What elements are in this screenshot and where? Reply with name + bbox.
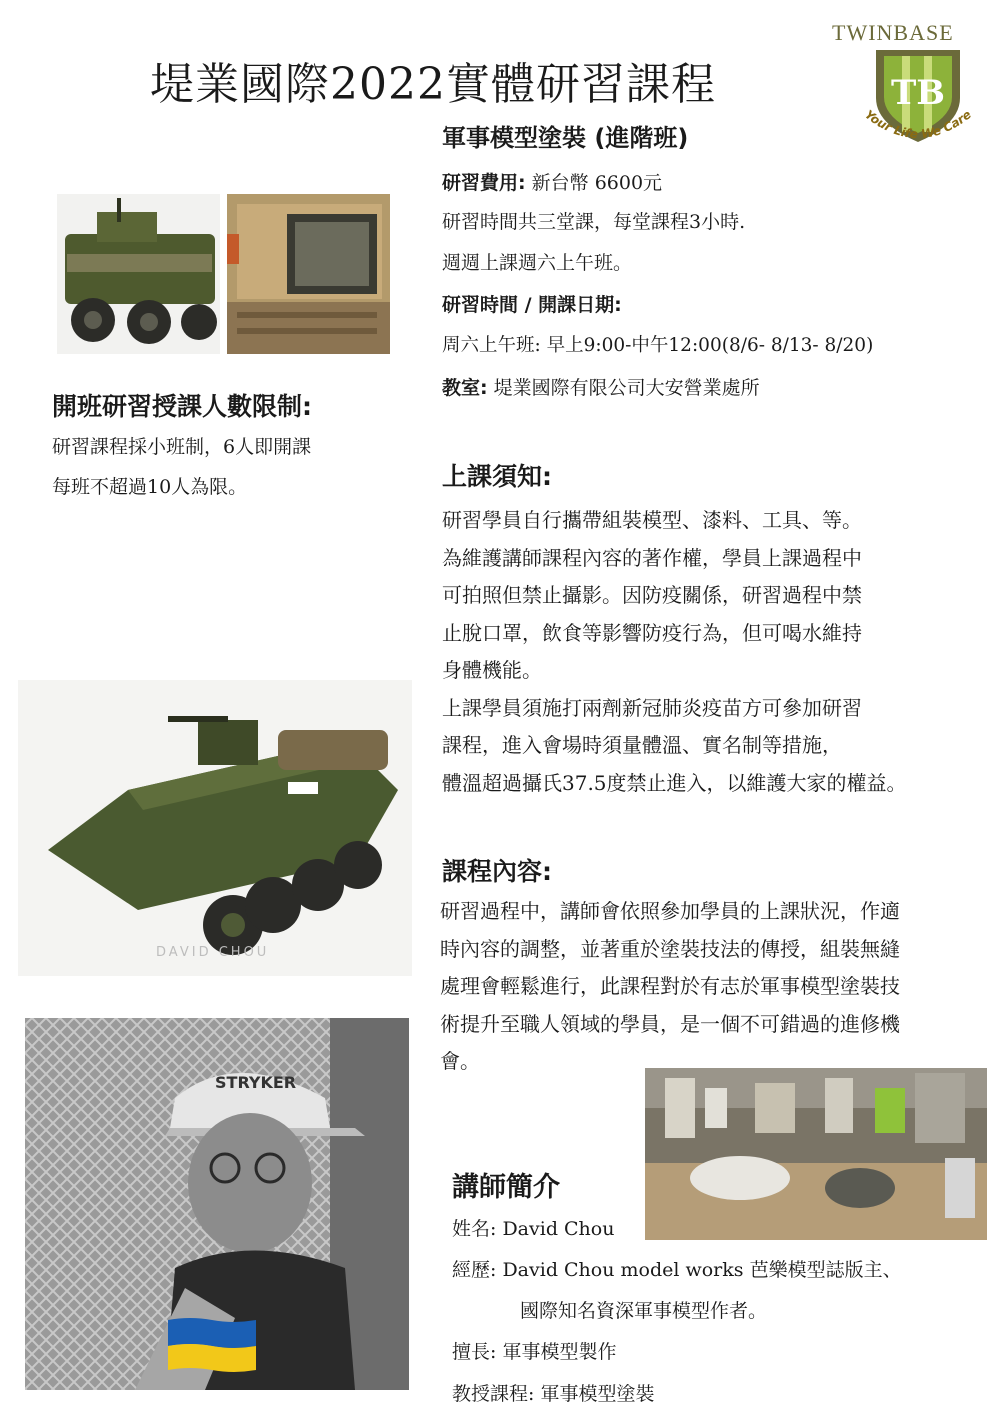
ukraine-flag-icon (168, 1316, 256, 1374)
stryker-model-photo (18, 680, 412, 976)
page-title: 堤業國際2022實體研習課程 (150, 59, 716, 110)
schedule-value: 周六上午班: 早上9:00-中午12:00(8/6- 8/13- 8/20) (442, 335, 874, 356)
notice-list (442, 502, 907, 802)
fee-value: 新台幣 6600元 (531, 172, 663, 194)
notice-line: 身體機能。 (442, 658, 542, 682)
photo-watermark: DAVID CHOU (156, 945, 270, 960)
content-line: 處理會輕鬆進行，此課程對於有志於軍事模型塗裝技 (440, 974, 900, 998)
fee-row (442, 168, 662, 195)
workbench-photo (645, 1068, 987, 1240)
limit-line-2: 每班不超過10人為限。 (52, 476, 248, 498)
duration-text: 研習時間共三堂課，每堂課程3小時. (442, 211, 746, 233)
notice-line: 為維護講師課程內容的著作權，學員上課過程中 (442, 545, 862, 570)
vehicle-model-photo-2 (227, 194, 390, 354)
fee-label: 研習費用: (442, 172, 526, 194)
notice-line: 課程，進入會場時須量體溫、實名制等措施， (442, 733, 842, 757)
brand-name: TWINBASE (832, 20, 954, 45)
instructor-heading: 講師簡介 (452, 1172, 560, 1203)
instructor-exp-1: 經歷: David Chou model works 芭樂模型誌版主、 (452, 1259, 902, 1281)
limit-heading: 開班研習授課人數限制: (52, 392, 312, 421)
twinbase-logo (862, 42, 974, 152)
notice-line: 研習學員自行攜帶組裝模型、漆料、工具、等。 (442, 508, 862, 532)
notice-line: 可拍照但禁止攝影。因防疫關係，研習過程中禁 (442, 583, 862, 607)
notice-line: 體溫超過攝氏37.5度禁止進入，以維護大家的權益。 (442, 770, 907, 795)
limit-line-1: 研習課程採小班制，6人即開課 (52, 436, 312, 458)
content-line: 術提升至職人領域的學員，是一個不可錯過的進修機 (440, 1011, 900, 1036)
cap-text: STRYKER (215, 1073, 297, 1092)
content-line: 研習過程中，講師會依照參加學員的上課狀況，作適 (440, 899, 900, 923)
weekly-text: 週週上課週六上午班。 (442, 252, 633, 274)
content-line: 會。 (440, 1049, 480, 1073)
vehicle-model-photo-1 (57, 194, 220, 354)
content-heading: 課程內容: (442, 857, 552, 886)
schedule-label: 研習時間 / 開課日期: (442, 294, 622, 316)
instructor-teach: 教授課程: 軍事模型塗裝 (452, 1383, 655, 1405)
instructor-name: 姓名: David Chou (452, 1218, 615, 1240)
classroom-label: 教室: (442, 377, 488, 399)
content-line: 時內容的調整，並著重於塗裝技法的傳授，組裝無縫 (440, 936, 900, 961)
instructor-exp-2: 國際知名資深軍事模型作者。 (520, 1300, 768, 1322)
logo-letters: TB (890, 73, 946, 113)
notice-heading: 上課須知: (442, 462, 552, 491)
instructor-skill: 擅長: 軍事模型製作 (452, 1341, 617, 1363)
course-name: 軍事模型塗裝 (進階班) (442, 124, 689, 152)
logo-slogan: Your Life We Care (862, 107, 974, 142)
notice-line: 上課學員須施打兩劑新冠肺炎疫苗方可參加研習 (442, 695, 862, 720)
notice-line: 止脫口罩，飲食等影響防疫行為，但可喝水維持 (442, 620, 862, 645)
content-paragraph (440, 893, 900, 1081)
classroom-value: 堤業國際有限公司大安營業處所 (493, 377, 760, 399)
classroom-row (442, 373, 760, 400)
